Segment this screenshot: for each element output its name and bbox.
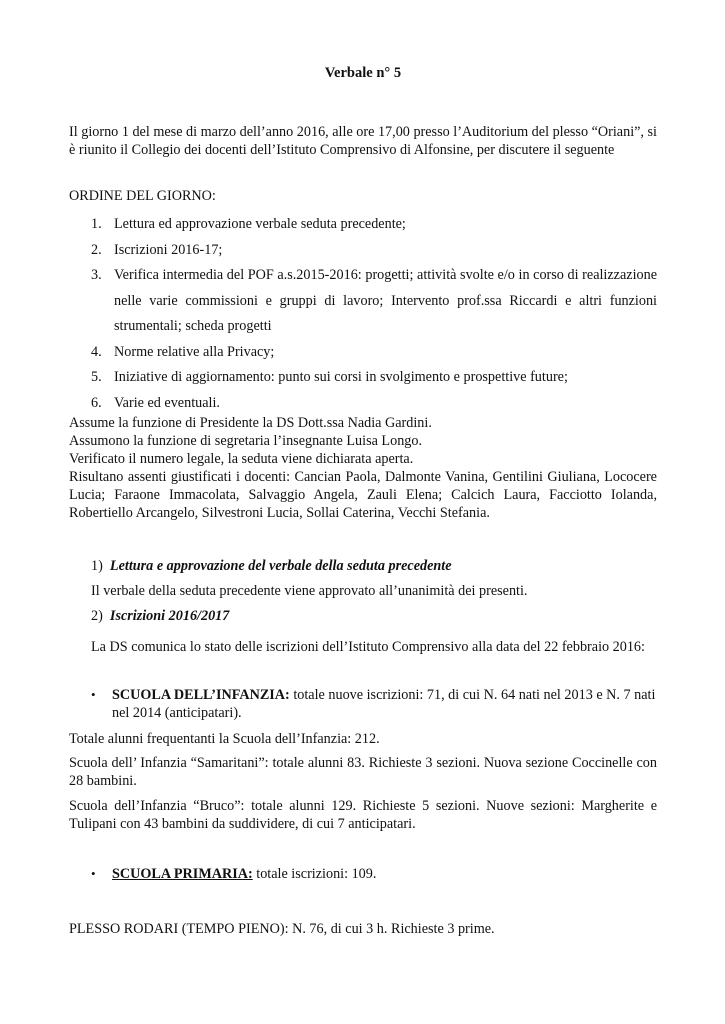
agenda-list [91, 212, 657, 416]
agenda-item-text: Iscrizioni 2016-17; [114, 241, 223, 258]
agenda-item-number: 3. [91, 267, 102, 283]
agenda-item-number: 1. [91, 216, 102, 232]
section-title: Iscrizioni 2016/2017 [109, 608, 230, 624]
agenda-item-text: Verifica intermedia del POF a.s.2015-2016: progetti; attività svolte e/o in corso di realizzazione nelle varie commissioni e gruppi di lavoro; Intervento prof.ssa Riccardi e altri funzioni strumentali; scheda progetti [114, 267, 657, 334]
agenda-item-text: Iniziative di aggiornamento: punto sui corsi in svolgimento e prospettive future; [114, 369, 568, 385]
section-title: Lettura e approvazione del verbale della seduta precedente [109, 558, 452, 574]
section-2-body: La DS comunica lo stato delle iscrizioni dell’Istituto Comprensivo alla data del 22 febbraio 2016: [91, 639, 645, 655]
infanzia-total: Totale alunni frequentanti la Scuola dell’Infanzia: 212. [69, 731, 380, 747]
section-1-heading [91, 557, 657, 575]
agenda-item-number: 4. [91, 343, 102, 360]
infanzia-label: SCUOLA DELL’INFANZIA: [112, 687, 290, 703]
agenda-item-text: Lettura ed approvazione verbale seduta precedente; [114, 216, 406, 232]
bullet-icon: • [91, 866, 96, 881]
agenda-item [91, 391, 657, 417]
president-line: Assume la funzione di Presidente la DS Dott.ssa Nadia Gardini. [69, 415, 432, 431]
primaria-label: SCUOLA PRIMARIA: [112, 866, 253, 882]
section-number: 1) [91, 558, 103, 574]
infanzia-bullet-item [91, 686, 657, 722]
section-number: 2) [91, 608, 103, 624]
quorum-line: Verificato il numero legale, la seduta viene dichiarata aperta. [69, 451, 414, 467]
agenda-item-number: 5. [91, 369, 102, 385]
agenda-item [91, 238, 657, 264]
document-title: Verbale n° 5 [324, 65, 402, 81]
agenda-heading: ORDINE DEL GIORNO: [69, 188, 216, 204]
rodari-line: PLESSO RODARI (TEMPO PIENO): N. 76, di cui 3 h. Richieste 3 prime. [69, 921, 495, 937]
infanzia-text: totale nuove iscrizioni: 71, di cui N. 64 nati nel 2013 e N. 7 nati nel 2014 (anticipatari). [112, 687, 656, 721]
samaritani-paragraph: Scuola dell’ Infanzia “Samaritani”: totale alunni 83. Richieste 3 sezioni. Nuova sezione Coccinelle con 28 bambini. [69, 755, 657, 789]
agenda-item [91, 340, 657, 366]
primaria-bullet-item [91, 865, 657, 883]
agenda-item [91, 365, 657, 391]
agenda-item-number: 6. [91, 394, 102, 411]
bullet-icon: • [91, 687, 96, 702]
absent-teachers: Risultano assenti giustificati i docenti: Cancian Paola, Dalmonte Vanina, Gentilini Giuliana, Lococere Lucia; Faraone Immacolata, Salvaggio Angela, Zauli Elena; Calcich Laura, Facciotto Iolanda, Robertiello Arcangelo, Silvestroni Lucia, Sollai Caterina, Vecchi Stefania. [69, 469, 657, 521]
agenda-item-number: 2. [91, 241, 102, 258]
section-1-body: Il verbale della seduta precedente viene approvato all’unanimità dei presenti. [91, 583, 528, 599]
agenda-item [91, 263, 657, 340]
intro-paragraph: Il giorno 1 del mese di marzo dell’anno 2016, alle ore 17,00 presso l’Auditorium del plesso “Oriani”, si è riunito il Collegio dei docenti dell’Istituto Comprensivo di Alfonsine, per discutere il seguente [69, 124, 657, 158]
agenda-item-text: Norme relative alla Privacy; [114, 343, 275, 360]
secretary-line: Assumono la funzione di segretaria l’insegnante Luisa Longo. [69, 433, 423, 449]
agenda-item-text: Varie ed eventuali. [114, 394, 220, 411]
agenda-item [91, 212, 657, 238]
primaria-text: totale iscrizioni: 109. [252, 866, 377, 882]
bruco-paragraph: Scuola dell’Infanzia “Bruco”: totale alunni 129. Richieste 5 sezioni. Nuove sezioni: Margherite e Tulipani con 43 bambini da suddividere, di cui 7 anticipatari. [69, 798, 657, 832]
section-2-heading [91, 607, 657, 625]
